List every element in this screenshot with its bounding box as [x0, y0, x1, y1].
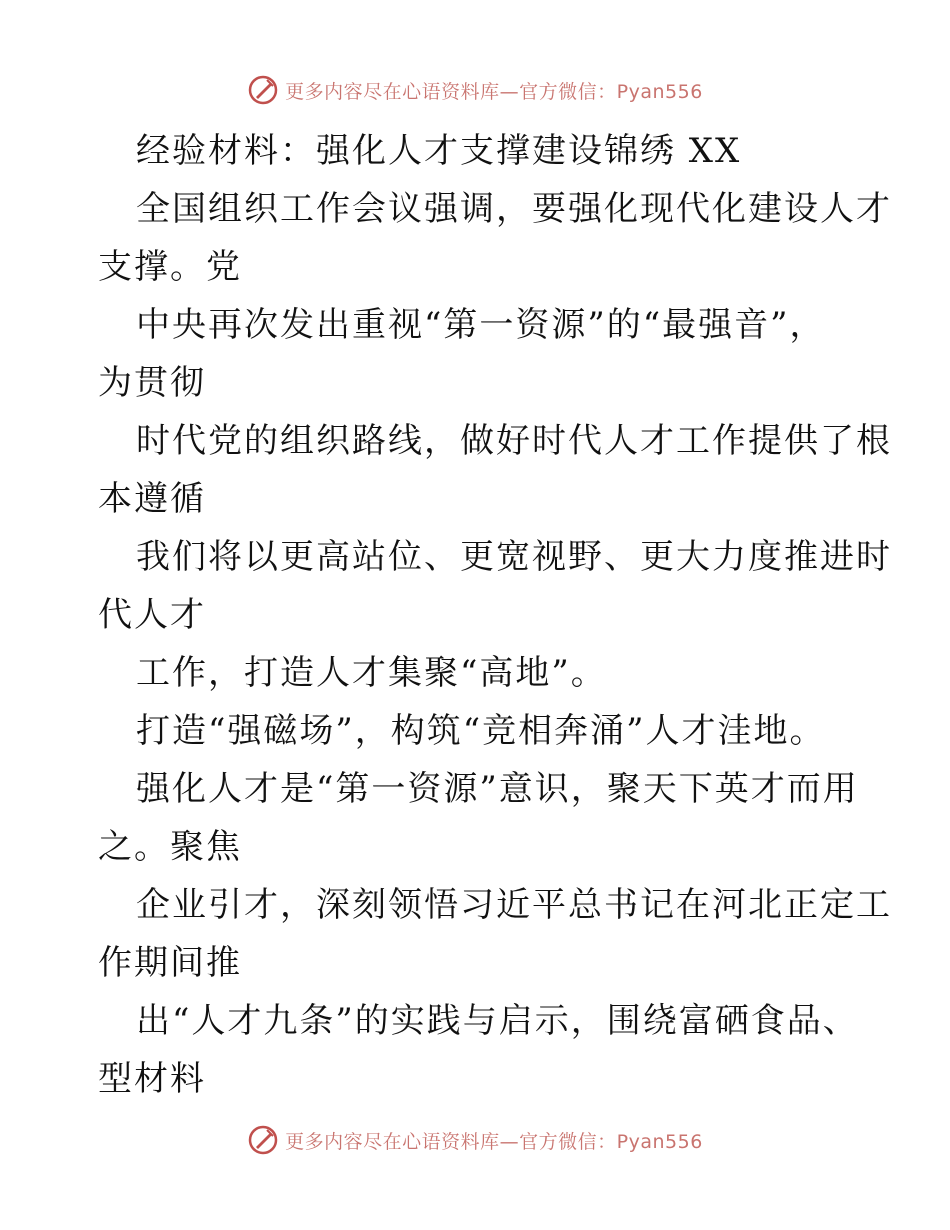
- quill-pen-logo-icon: [247, 1124, 279, 1156]
- doc-line: 我们将以更高站位、更宽视野、更大力度推进时: [136, 537, 892, 577]
- footer-banner: [0, 1120, 950, 1160]
- doc-line: 出“人才九条”的实践与启示，围绕富硒食品、: [136, 1001, 859, 1041]
- doc-line: 工作，打造人才集聚“高地”。: [136, 653, 607, 693]
- quill-pen-logo-icon: [247, 74, 279, 106]
- doc-line: 打造“强磁场”，构筑“竞相奔涌”人才洼地。: [136, 711, 826, 751]
- doc-line: 全国组织工作会议强调，要强化现代化建设人才: [136, 189, 892, 229]
- document-body: [98, 122, 892, 1108]
- doc-line: 为贯彻: [98, 363, 206, 403]
- doc-line: 支撑。党: [98, 247, 242, 287]
- doc-line: 经验材料：强化人才支撑建设锦绣 XX: [136, 131, 742, 171]
- doc-line: 之。聚焦: [98, 827, 242, 867]
- doc-line: 作期间推: [98, 943, 242, 983]
- header-banner: [0, 70, 950, 110]
- doc-line: 型材料: [98, 1059, 206, 1099]
- doc-line: 本遵循: [98, 479, 206, 519]
- doc-line: 代人才: [98, 595, 206, 635]
- doc-line: 时代党的组织路线，做好时代人才工作提供了根: [136, 421, 892, 461]
- doc-line: 强化人才是“第一资源”意识，聚天下英才而用: [136, 769, 859, 809]
- header-banner-text: 更多内容尽在心语资料库—官方微信：Pyan556: [285, 80, 703, 103]
- doc-line: 企业引才，深刻领悟习近平总书记在河北正定工: [136, 885, 892, 925]
- doc-line: 中央再次发出重视“第一资源”的“最强音”，: [136, 305, 826, 345]
- footer-banner-text: 更多内容尽在心语资料库—官方微信：Pyan556: [285, 1130, 703, 1153]
